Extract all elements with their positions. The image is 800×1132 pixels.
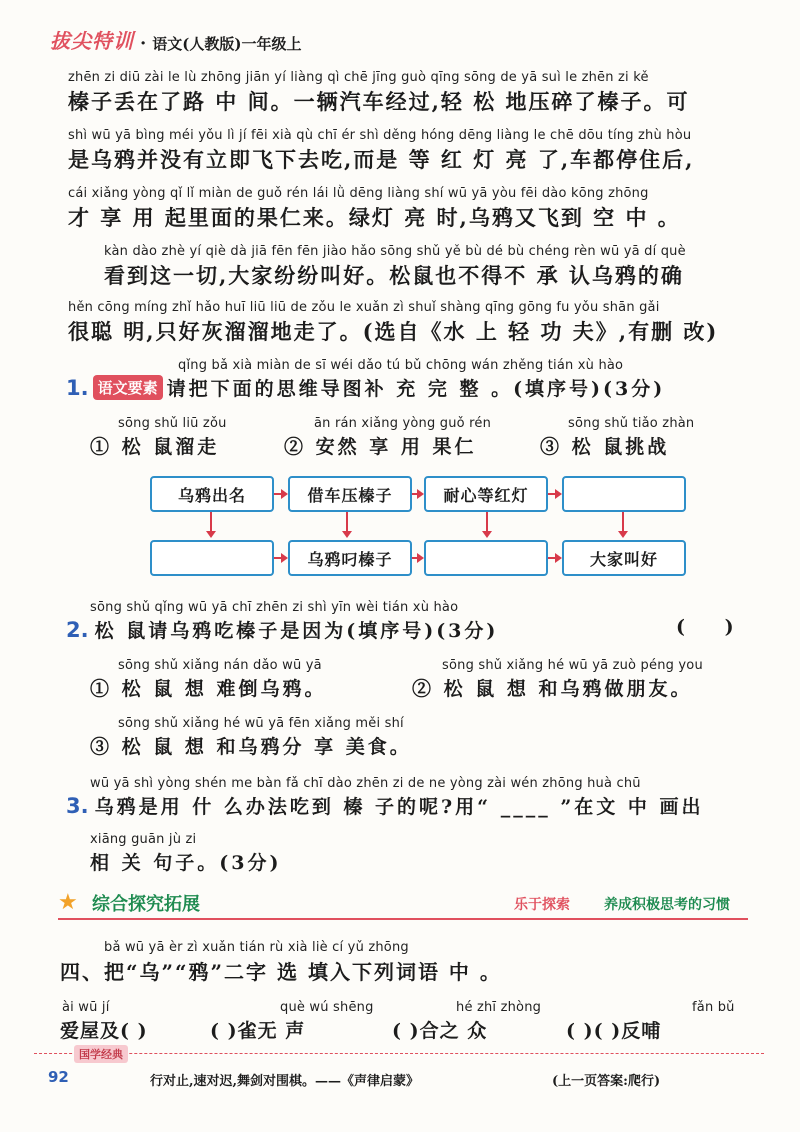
q1-tag: 语文要素 bbox=[93, 375, 163, 400]
q4-item-2[interactable]: ( )雀无 声 bbox=[210, 1020, 306, 1042]
q2-option-1: ① 松 鼠 想 难倒乌鸦。 bbox=[90, 678, 327, 700]
map-box-7-blank[interactable] bbox=[424, 540, 548, 576]
q1-option-1-pinyin: sōng shǔ liū zǒu bbox=[118, 416, 227, 431]
q3-number: 3. bbox=[66, 793, 89, 818]
q4-item-4[interactable]: ( )( )反哺 bbox=[566, 1020, 662, 1042]
q4-text: 四、把“乌”“鸦”二字 选 填入下列词语 中 。 bbox=[60, 960, 502, 984]
q1-option-3: ③ 松 鼠挑战 bbox=[540, 436, 670, 458]
footer-quote: 行对止,速对迟,舞剑对围棋。——《声律启蒙》 bbox=[150, 1074, 420, 1089]
q3-line-2: 相 关 句子。(3分) bbox=[90, 852, 282, 874]
map-box-3: 耐心等红灯 bbox=[424, 476, 548, 512]
map-arrow-2 bbox=[412, 493, 418, 495]
map-box-1: 乌鸦出名 bbox=[150, 476, 274, 512]
q1-line bbox=[66, 374, 665, 401]
map-arrow-5 bbox=[412, 557, 418, 559]
q1-pinyin: qǐng bǎ xià miàn de sī wéi dǎo tú bǔ chōng wán zhěng tián xù hào bbox=[178, 358, 624, 373]
passage-line-3: 才 享 用 起里面的果仁来。绿灯 亮 时,乌鸦又飞到 空 中 。 bbox=[68, 205, 681, 230]
q4-pinyin: bǎ wū yā èr zì xuǎn tián rù xià liè cí yǔ zhōng bbox=[104, 940, 409, 955]
q1-option-2-pinyin: ān rán xiǎng yòng guǒ rén bbox=[314, 416, 492, 431]
q1-option-1: ① 松 鼠溜走 bbox=[90, 436, 220, 458]
q1-text: 请把下面的思维导图补 充 完 整 。(填序号)(3分) bbox=[166, 378, 666, 400]
map-down-arrow-2 bbox=[346, 512, 348, 532]
footer-divider bbox=[34, 1053, 764, 1054]
map-arrow-1 bbox=[274, 493, 282, 495]
map-arrow-3 bbox=[548, 493, 556, 495]
map-box-2: 借车压榛子 bbox=[288, 476, 412, 512]
header-subtitle: 语文(人教版)一年级上 bbox=[152, 35, 302, 53]
q3-line-1 bbox=[66, 792, 704, 819]
page-header bbox=[50, 28, 301, 54]
header-dot: · bbox=[140, 33, 147, 54]
section-title: 综合探究拓展 bbox=[92, 894, 200, 915]
q2-line bbox=[66, 616, 498, 643]
q2-answer-paren[interactable]: ( ) bbox=[676, 616, 734, 638]
map-arrow-4 bbox=[274, 557, 282, 559]
page-number: 92 bbox=[48, 1068, 69, 1086]
q3-text-1: 乌鸦是用 什 么办法吃到 榛 子的呢?用“ ____ ”在文 中 画出 bbox=[94, 796, 704, 818]
q2-option-2-pinyin: sōng shǔ xiǎng hé wū yā zuò péng you bbox=[442, 658, 703, 673]
q2-number: 2. bbox=[66, 617, 89, 642]
passage-line-4: 看到这一切,大家纷纷叫好。松鼠也不得不 承 认乌鸦的确 bbox=[104, 263, 684, 288]
q4-item-1[interactable]: 爱屋及( ) bbox=[60, 1020, 148, 1042]
map-box-5-blank[interactable] bbox=[150, 540, 274, 576]
passage-pinyin-3: cái xiǎng yòng qǐ lǐ miàn de guǒ rén lái lǜ dēng liàng shí wū yā yòu fēi dào kōng zhōng bbox=[68, 186, 649, 201]
q1-number: 1. bbox=[66, 375, 89, 400]
passage-pinyin-2: shì wū yā bìng méi yǒu lì jí fēi xià qù chī ér shì děng hóng dēng liàng le chē dōu tíng zhù hòu bbox=[68, 128, 692, 143]
map-box-4-blank[interactable] bbox=[562, 476, 686, 512]
map-arrow-6 bbox=[548, 557, 556, 559]
q2-option-3: ③ 松 鼠 想 和乌鸦分 享 美食。 bbox=[90, 736, 412, 758]
q2-option-3-pinyin: sōng shǔ xiǎng hé wū yā fēn xiǎng měi shí bbox=[118, 716, 404, 731]
passage-line-2: 是乌鸦并没有立即飞下去吃,而是 等 红 灯 亮 了,车都停住后, bbox=[68, 147, 695, 172]
map-box-6: 乌鸦叼榛子 bbox=[288, 540, 412, 576]
q4-item-1-pinyin: ài wū jí bbox=[62, 1000, 110, 1015]
brand-logo: 拔尖特训 bbox=[50, 29, 134, 53]
q4-item-3[interactable]: ( )合之 众 bbox=[392, 1020, 488, 1042]
q4-item-3-pinyin: hé zhī zhòng bbox=[456, 1000, 542, 1015]
passage-line-5: 很聪 明,只好灰溜溜地走了。(选自《水 上 轻 功 夫》,有删 改) bbox=[68, 319, 719, 344]
passage-pinyin-4: kàn dào zhè yí qiè dà jiā fēn fēn jiào hǎo sōng shǔ yě bù dé bù chéng rèn wū yā dí què bbox=[104, 244, 686, 259]
section-header bbox=[58, 888, 748, 920]
map-down-arrow-4 bbox=[622, 512, 624, 532]
q4-item-2-pinyin: què wú shēng bbox=[280, 1000, 374, 1015]
q2-option-2: ② 松 鼠 想 和乌鸦做朋友。 bbox=[412, 678, 693, 700]
q1-option-3-pinyin: sōng shǔ tiǎo zhàn bbox=[568, 416, 695, 431]
q2-option-1-pinyin: sōng shǔ xiǎng nán dǎo wū yā bbox=[118, 658, 322, 673]
map-down-arrow-3 bbox=[486, 512, 488, 532]
passage-pinyin-1: zhēn zi diū zài le lù zhōng jiān yí liàng qì chē jīng guò qīng sōng de yā suì le zhēn zi kě bbox=[68, 70, 649, 85]
q3-pinyin-1: wū yā shì yòng shén me bàn fǎ chī dào zhēn zi de ne yòng zài wén zhōng huà chū bbox=[90, 776, 641, 791]
q3-pinyin-2: xiāng guān jù zi bbox=[90, 832, 197, 847]
footer-answer: (上一页答案:爬行) bbox=[552, 1074, 661, 1089]
passage-pinyin-5: hěn cōng míng zhǐ hǎo huī liū liū de zǒu le xuǎn zì shuǐ shàng qīng gōng fu yǒu shān gǎi bbox=[68, 300, 660, 315]
q4-item-4-pinyin: fǎn bǔ bbox=[692, 1000, 735, 1015]
q1-option-2: ② 安然 享 用 果仁 bbox=[284, 436, 477, 458]
q2-pinyin: sōng shǔ qǐng wū yā chī zhēn zi shì yīn wèi tián xù hào bbox=[90, 600, 459, 615]
map-down-arrow-1 bbox=[210, 512, 212, 532]
footer-tag: 国学经典 bbox=[74, 1045, 128, 1063]
section-right-1: 乐于探索 bbox=[514, 897, 570, 913]
passage-line-1: 榛子丢在了路 中 间。一辆汽车经过,轻 松 地压碎了榛子。可 bbox=[68, 89, 690, 114]
section-right-2: 养成积极思考的习惯 bbox=[604, 897, 730, 913]
section-star-icon: ★ bbox=[58, 890, 78, 915]
q2-text: 松 鼠请乌鸦吃榛子是因为(填序号)(3分) bbox=[94, 620, 499, 642]
map-box-8: 大家叫好 bbox=[562, 540, 686, 576]
